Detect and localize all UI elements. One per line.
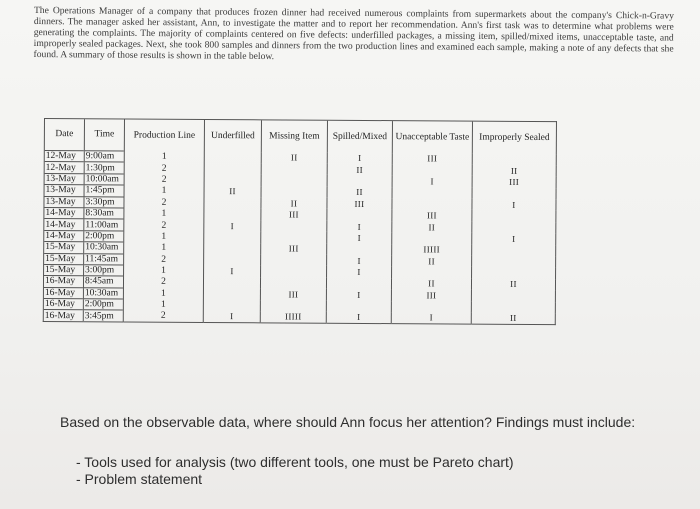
cell-production-line: 1 [124,208,204,220]
cell-improperly-sealed [471,290,555,302]
cell-spilled-mixed: I [327,221,392,233]
cell-production-line: 1 [124,151,204,163]
cell-missing-item [261,266,327,278]
cell-date: 12-May [44,162,84,174]
cell-improperly-sealed [472,244,556,256]
cell-spilled-mixed: I [327,255,392,267]
cell-improperly-sealed [472,221,556,233]
header-improperly-sealed: Improperly Sealed [472,121,556,154]
table-header-row [44,119,556,154]
cell-missing-item [261,163,327,175]
cell-underfilled [203,288,260,300]
table-row [43,310,555,325]
cell-production-line: 2 [124,174,204,186]
cell-underfilled [204,163,261,175]
cell-unacceptable-taste: I [391,312,471,324]
cell-time: 11:00am [84,219,124,231]
cell-date: 13-May [44,185,84,197]
cell-spilled-mixed [326,278,391,290]
cell-time: 8:45am [83,276,123,288]
cell-improperly-sealed [472,267,556,279]
cell-time: 3:30pm [84,196,124,208]
cell-improperly-sealed [472,256,556,268]
cell-unacceptable-taste: I [392,175,472,187]
cell-time: 10:30am [84,242,124,254]
cell-missing-item: III [261,243,327,255]
cell-unacceptable-taste [392,267,472,279]
table-body [43,151,556,325]
cell-spilled-mixed: I [326,312,391,324]
cell-missing-item: IIIII [260,311,326,323]
cell-missing-item [261,254,327,266]
cell-spilled-mixed: III [327,198,392,210]
cell-underfilled [204,254,261,266]
cell-missing-item [260,300,326,312]
cell-unacceptable-taste [392,232,472,244]
cell-underfilled [204,208,261,220]
cell-missing-item: III [260,289,326,301]
header-underfilled: Underfilled [204,119,261,151]
cell-missing-item [261,220,327,232]
cell-underfilled [204,197,261,209]
cell-improperly-sealed: II [471,313,555,325]
cell-missing-item [260,277,326,289]
cell-time: 1:30pm [84,162,124,174]
cell-unacceptable-taste: II [392,221,472,233]
cell-missing-item: II [261,197,327,209]
cell-production-line: 2 [124,197,204,209]
intro-paragraph: The Operations Manager of a company that produces frozen dinner had received numerous complaints from supermarkets about the company's Chick-n-Gravy dinners. The manager asked her assistant, Ann, to investigate the matter and to report her recommendation. Ann's first task was to determine what problems were generating the complaints. The majority of complaints centered on five defects: underfilled packages, a missing item, spilled/mixed items, unacceptable taste, and improperly sealed packages. Next, she took 800 samples and dinners from the two production lines and examined each sample, making a note of any defects that she found. A summary of those results is shown in the table below. [33,5,674,62]
cell-improperly-sealed [472,153,556,165]
cell-underfilled: I [204,265,261,277]
defect-table [43,118,557,325]
cell-underfilled [204,231,261,243]
cell-production-line: 1 [123,288,203,300]
defect-table-wrapper [43,118,556,325]
cell-spilled-mixed [327,243,392,255]
cell-improperly-sealed: I [472,199,556,211]
cell-time: 10:30am [83,287,123,299]
cell-unacceptable-taste: III [392,210,472,222]
cell-spilled-mixed: II [327,186,392,198]
cell-date: 13-May [44,173,84,185]
requirements-list [76,454,514,487]
cell-unacceptable-taste: III [391,289,471,301]
cell-unacceptable-taste: II [392,255,472,267]
cell-spilled-mixed [327,209,392,221]
cell-underfilled: I [203,311,260,323]
cell-improperly-sealed: III [472,176,556,188]
cell-time: 3:00pm [84,265,124,277]
cell-underfilled [204,174,261,186]
cell-date: 16-May [43,287,83,299]
header-missing-item: Missing Item [261,120,327,152]
cell-date: 16-May [43,276,83,288]
cell-time: 8:30am [84,208,124,220]
cell-improperly-sealed [472,187,556,199]
cell-spilled-mixed: I [327,152,392,164]
cell-time: 11:45am [84,253,124,265]
cell-time: 2:00pm [84,230,124,242]
cell-unacceptable-taste [391,301,471,313]
cell-time: 2:00pm [83,299,123,311]
cell-time: 10:00am [84,174,124,186]
header-production-line: Production Line [124,119,204,151]
cell-time: 3:45pm [83,310,123,322]
cell-underfilled: I [204,220,261,232]
cell-improperly-sealed: I [472,233,556,245]
cell-production-line: 1 [123,299,203,311]
cell-underfilled [204,151,261,163]
cell-underfilled [203,277,260,289]
cell-missing-item: II [261,152,327,164]
cell-production-line: 1 [124,265,204,277]
cell-unacceptable-taste: II [391,278,471,290]
cell-time: 9:00am [84,151,124,163]
cell-improperly-sealed [472,210,556,222]
cell-underfilled [203,300,260,312]
cell-unacceptable-taste: III [392,153,472,165]
cell-production-line: 1 [124,231,204,243]
cell-production-line: 2 [124,219,204,231]
cell-unacceptable-taste [392,187,472,199]
cell-spilled-mixed [326,300,391,312]
cell-spilled-mixed: I [326,289,391,301]
cell-date: 16-May [43,299,83,311]
cell-improperly-sealed: II [471,278,555,290]
cell-production-line: 2 [124,162,204,174]
header-time: Time [84,119,124,151]
cell-underfilled [204,243,261,255]
cell-missing-item: III [261,209,327,221]
cell-date: 14-May [44,230,84,242]
cell-improperly-sealed [471,301,555,313]
cell-unacceptable-taste [392,198,472,210]
cell-missing-item [261,186,327,198]
cell-time: 1:45pm [84,185,124,197]
cell-improperly-sealed: II [472,165,556,177]
cell-date: 13-May [44,196,84,208]
cell-spilled-mixed: I [327,266,392,278]
cell-date: 12-May [44,151,84,163]
cell-date: 14-May [44,219,84,231]
requirement-tools: - Tools used for analysis (two different tools, one must be Pareto chart) [76,454,514,470]
cell-production-line: 2 [124,254,204,266]
cell-spilled-mixed: I [327,232,392,244]
header-date: Date [44,119,84,151]
cell-unacceptable-taste: IIIII [392,244,472,256]
cell-unacceptable-taste [392,164,472,176]
cell-spilled-mixed: II [327,164,392,176]
cell-production-line: 2 [123,276,203,288]
cell-date: 15-May [44,242,84,254]
cell-missing-item [261,175,327,187]
header-spilled-mixed: Spilled/Mixed [327,120,392,152]
cell-spilled-mixed [327,175,392,187]
cell-date: 16-May [43,310,83,322]
cell-date: 15-May [44,253,84,265]
cell-underfilled: II [204,186,261,198]
requirement-problem-statement: - Problem statement [76,470,203,487]
header-unacceptable-taste: Unacceptable Taste [392,121,472,153]
cell-missing-item [261,232,327,244]
question-text: Based on the observable data, where should Ann focus her attention? Findings must include: [60,414,636,430]
cell-production-line: 2 [123,310,203,322]
cell-date: 15-May [44,264,84,276]
cell-production-line: 1 [124,185,204,197]
cell-date: 14-May [44,207,84,219]
cell-production-line: 1 [124,242,204,254]
